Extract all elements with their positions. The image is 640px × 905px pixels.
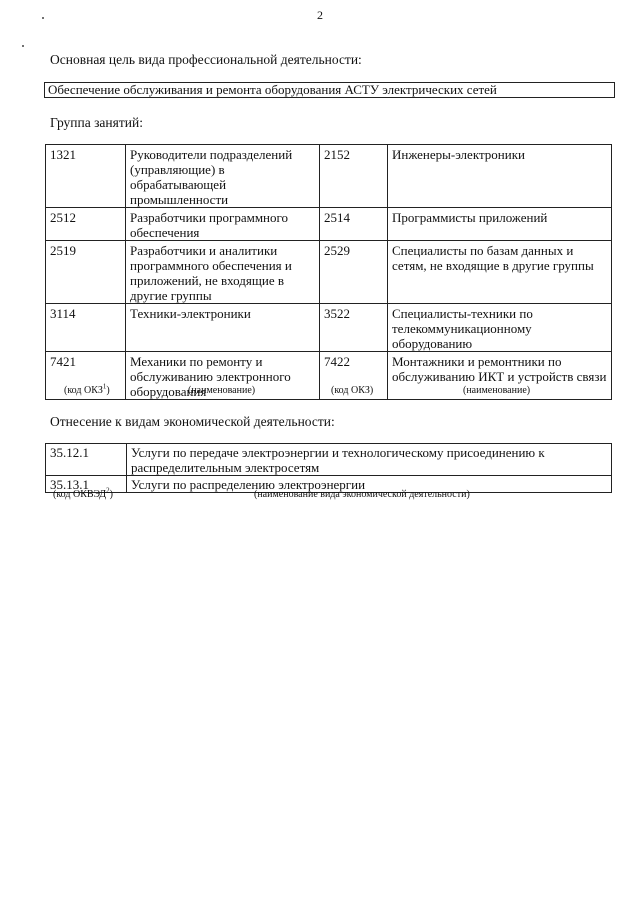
scan-speck	[42, 17, 44, 19]
occupation-table	[45, 144, 612, 400]
okz-name-cell: Программисты приложений	[388, 208, 612, 241]
okz-code-cell: 3114	[46, 304, 126, 352]
okz-name-cell: Механики по ремонту и обслуживанию электронного оборудования	[126, 352, 320, 400]
okz-name-caption: (наименование)	[188, 385, 256, 396]
table-row	[46, 444, 612, 476]
okz-code-cell: 2514	[320, 208, 388, 241]
okved-code-cell: 35.13.1	[46, 476, 127, 493]
okz-code-cell: 7422	[320, 352, 388, 400]
caption-text: (код ОКВЭД	[53, 489, 107, 500]
okz-code2-caption: (код ОКЗ)	[331, 385, 374, 396]
okved-code-caption	[53, 486, 113, 500]
okz-name-cell: Техники-электроники	[126, 304, 320, 352]
scan-speck	[22, 45, 24, 47]
okz-name2-caption: (наименование)	[463, 385, 531, 396]
table-row	[46, 304, 612, 352]
econ-heading: Отнесение к видам экономической деятельности:	[50, 414, 335, 429]
caption-text: (код ОКЗ	[64, 385, 103, 396]
caption-text: )	[106, 385, 110, 396]
table-row	[46, 208, 612, 241]
okz-code-cell: 3522	[320, 304, 388, 352]
activity-table	[45, 443, 612, 493]
okz-name-cell: Разработчики программного обеспечения	[126, 208, 320, 241]
goal-heading: Основная цель вида профессиональной деятельности:	[50, 52, 362, 67]
table-row	[46, 145, 612, 208]
okved-name-caption: (наименование вида экономической деятельности)	[254, 489, 470, 500]
page-number: 2	[317, 8, 323, 22]
okz-name-cell: Разработчики и аналитики программного обеспечения и приложений, не входящие в другие группы	[126, 241, 320, 304]
okz-name-cell: Монтажники и ремонтники по обслуживанию ИКТ и устройств связи	[388, 352, 612, 400]
okz-name-cell: Специалисты-техники по телекоммуникационному оборудованию	[388, 304, 612, 352]
okved-name-cell: Услуги по передаче электроэнергии и технологическому присоединению к распределительным электросетям	[127, 444, 612, 476]
group-heading: Группа занятий:	[50, 115, 143, 130]
goal-box	[44, 82, 615, 98]
okz-code-cell: 2529	[320, 241, 388, 304]
okved-code-cell: 35.12.1	[46, 444, 127, 476]
okz-name-cell: Инженеры-электроники	[388, 145, 612, 208]
okz-name-cell: Специалисты по базам данных и сетям, не входящие в другие группы	[388, 241, 612, 304]
caption-text: )	[109, 489, 113, 500]
okz-code-caption	[64, 382, 110, 396]
okved-name-cell: Услуги по распределению электроэнергии	[127, 476, 612, 493]
okz-code-cell: 2152	[320, 145, 388, 208]
table-row	[46, 241, 612, 304]
okz-code-cell: 2519	[46, 241, 126, 304]
okz-code-cell: 2512	[46, 208, 126, 241]
okz-code-cell: 1321	[46, 145, 126, 208]
okz-code-cell: 7421	[46, 352, 126, 400]
footnote-mark: 1	[102, 382, 107, 391]
footnote-mark: 2	[106, 486, 110, 495]
okz-name-cell: Руководители подразделений (управляющие) в обрабатывающей промышленности	[126, 145, 320, 208]
goal-text: Обеспечение обслуживания и ремонта оборудования АСТУ электрических сетей	[48, 82, 497, 97]
